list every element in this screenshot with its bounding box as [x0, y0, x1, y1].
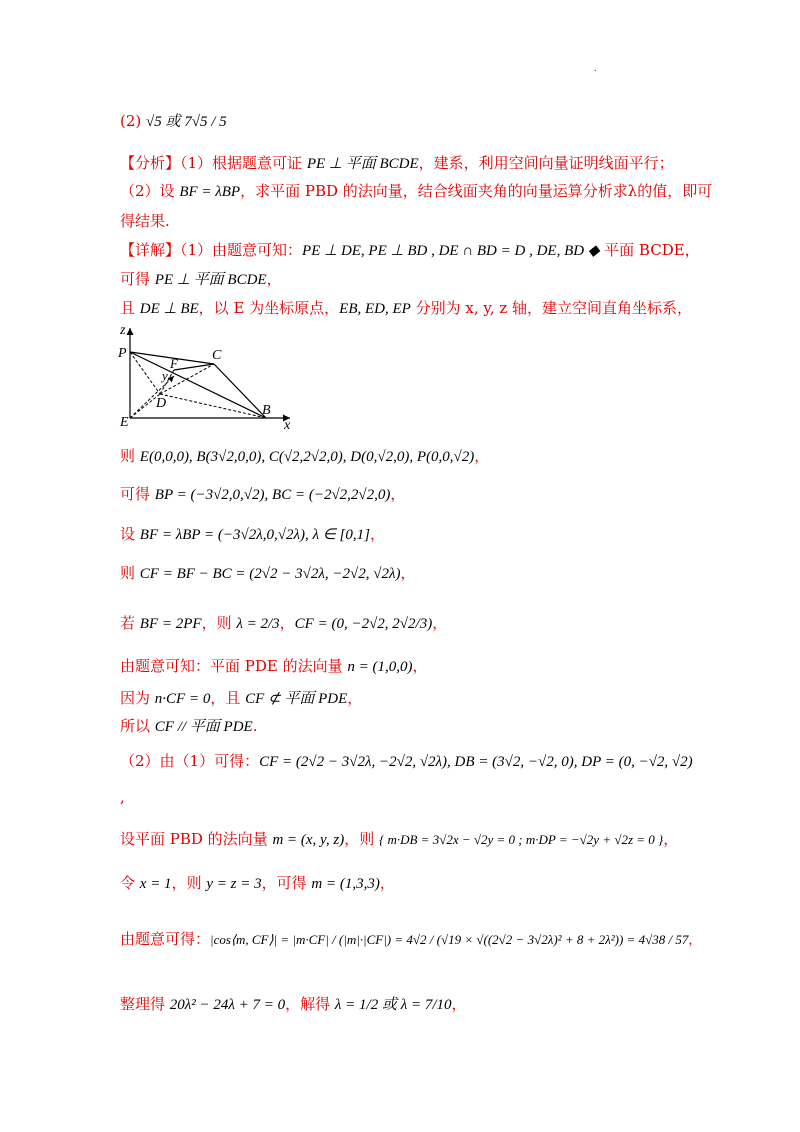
answer-part2 — [120, 110, 227, 133]
detail-math-2: λ = 2/3 — [236, 616, 280, 632]
detail-text-2: 平面 BCDE， — [599, 241, 700, 259]
part2-line-3 — [120, 828, 678, 851]
edge-DB — [160, 394, 266, 418]
detail-text-4: ， — [432, 614, 448, 632]
detail-text-3: ， — [279, 614, 295, 632]
detail-line-8 — [120, 612, 447, 635]
part2-text-4: ， — [379, 874, 395, 892]
part2-text: （2）由（1）可得： — [120, 752, 260, 770]
detail-math: n = (1,0,0) — [347, 659, 413, 675]
analysis-line-2 — [120, 180, 712, 203]
detail-line-10 — [120, 687, 362, 710]
detail-math: BF = 2PF — [139, 616, 202, 632]
detail-line-5 — [120, 483, 405, 506]
label-B: B — [262, 403, 271, 418]
part2-line-4 — [120, 872, 395, 895]
part2-math: 20λ² − 24λ + 7 = 0 — [169, 997, 286, 1013]
detail-math: BP = (−3√2,0,√2), BC = (−2√2,2√2,0) — [154, 487, 391, 503]
detail-text: 可得 — [120, 270, 155, 288]
part2-text: 令 — [120, 874, 140, 892]
detail-line-11 — [120, 715, 257, 738]
detail-math: PE ⊥ 平面 BCDE — [154, 272, 267, 288]
detail-math: BF = λBP = (−3√2λ,0,√2λ), λ ∈ [0,1] — [139, 527, 370, 543]
detail-math: E(0,0,0), B(3√2,0,0), C(√2,2√2,0), D(0,√2,0), P(0,0,√2) — [139, 449, 475, 465]
detail-math: DE ⊥ BE — [139, 301, 199, 317]
part2-line-2 — [120, 786, 125, 808]
label-y: y — [162, 368, 168, 383]
part2-math: x = 1 — [139, 876, 172, 892]
detail-line-6 — [120, 523, 385, 546]
part2-math-2: y = z = 3 — [206, 876, 262, 892]
part2-text-3: ， — [663, 830, 679, 848]
detail-math: CF = BF − BC = (2√2 − 3√2λ, −2√2, √2λ) — [139, 566, 401, 582]
label-C: C — [212, 348, 222, 363]
part2-text: 设平面 PBD 的法向量 — [120, 830, 273, 848]
detail-math-2: EB, ED, EP — [339, 301, 411, 317]
detail-line-9 — [120, 655, 428, 678]
part2-text-2: ， — [688, 933, 702, 948]
part2-text: , — [120, 788, 125, 806]
detail-math-2: CF ⊄ 平面 PDE — [245, 691, 348, 707]
part2-text: 整理得 — [120, 995, 170, 1013]
label-P: P — [118, 346, 127, 361]
part2-text: 由题意可得： — [120, 930, 211, 948]
analysis-math: BF = λBP — [179, 184, 241, 200]
detail-math: PE ⊥ DE, PE ⊥ BD , DE ∩ BD = D , DE, BD ◆ — [302, 243, 600, 259]
analysis-text-2: ，建系，利用空间向量证明线面平行； — [418, 154, 674, 172]
label-D: D — [156, 396, 167, 411]
label-E: E — [120, 415, 129, 430]
part2-math-3: m = (1,3,3) — [311, 876, 380, 892]
detail-math-3: CF = (0, −2√2, 2√2/3) — [294, 616, 433, 632]
detail-text: 因为 — [120, 689, 155, 707]
analysis-line-3 — [120, 210, 170, 232]
detail-text-2: ， — [266, 270, 282, 288]
detail-text-3: ， — [347, 689, 363, 707]
detail-text: 若 — [120, 614, 140, 632]
label-z: z — [120, 323, 126, 338]
detail-text: 【详解】（1）由题意可知： — [120, 241, 303, 259]
edge-PD — [130, 352, 160, 394]
edge-CB — [214, 364, 266, 418]
detail-text: 所以 — [120, 717, 155, 735]
part2-line-6 — [120, 993, 467, 1016]
part2-math: m = (x, y, z) — [272, 832, 345, 848]
detail-line-2 — [120, 268, 282, 291]
analysis-text: 【分析】（1）根据题意可证 — [120, 154, 307, 172]
detail-text-2: ，则 — [201, 614, 237, 632]
part2-text-2: ，则 — [344, 830, 380, 848]
detail-text-2: . — [252, 717, 258, 735]
detail-text-2: ，且 — [210, 689, 246, 707]
detail-text: 设 — [120, 525, 140, 543]
detail-text: 且 — [120, 299, 140, 317]
label-F: F — [170, 356, 178, 371]
corner-mark: . — [594, 64, 597, 73]
part2-math: CF = (2√2 − 3√2λ, −2√2, √2λ), DB = (3√2, −√2, 0), DP = (0, −√2, √2) — [259, 754, 693, 770]
part2-text-3: ， — [451, 995, 467, 1013]
detail-text-2: ， — [390, 485, 406, 503]
part2-line-1 — [120, 750, 693, 773]
part2-text-2: ，则 — [171, 874, 207, 892]
detail-text: 则 — [120, 447, 140, 465]
analysis-text-2: ，求平面 PBD 的法向量，结合线面夹角的向量运算分析求λ的值，即可 — [240, 182, 713, 200]
part2-math-2: { m·DB = 3√2x − √2y = 0 ; m·DP = −√2y + √2z = 0 } — [379, 832, 664, 847]
answer-label: (2) — [120, 112, 147, 130]
detail-line-4 — [120, 445, 489, 468]
analysis-text: 得结果. — [120, 212, 170, 230]
answer-value: √5 或 7√5 / 5 — [146, 114, 227, 130]
detail-text-2: ， — [369, 525, 385, 543]
analysis-text: （2）设 — [120, 182, 180, 200]
part2-math-2: λ = 1/2 或 λ = 7/10 — [334, 997, 452, 1013]
detail-math: CF // 平面 PDE — [154, 719, 253, 735]
detail-text-2: ， — [412, 657, 428, 675]
detail-text-2: ， — [400, 564, 416, 582]
part2-math: |cos⟨m, CF⟩| = |m·CF| / (|m|·|CF|) = 4√2 / (√19 × √((2√2 − 3√2λ)² + 8 + 2λ²)) = 4√38 / 57 — [210, 932, 689, 947]
part2-text-2: ，解得 — [285, 995, 335, 1013]
detail-text-2: ，以 E 为坐标原点， — [198, 299, 340, 317]
detail-line-3 — [120, 297, 692, 320]
detail-line-7 — [120, 562, 415, 585]
detail-text: 则 — [120, 564, 140, 582]
detail-math: n·CF = 0 — [154, 691, 211, 707]
coordinate-figure — [118, 322, 298, 430]
detail-text: 可得 — [120, 485, 155, 503]
detail-text: 由题意可知：平面 PDE 的法向量 — [120, 657, 348, 675]
analysis-math: PE ⊥ 平面 BCDE — [306, 156, 419, 172]
part2-text-3: ，可得 — [261, 874, 312, 892]
detail-text-3: 分别为 x, y, z 轴，建立空间直角坐标系， — [410, 299, 693, 317]
analysis-line-1 — [120, 152, 674, 175]
part2-line-5 — [120, 928, 701, 952]
label-x: x — [284, 418, 291, 430]
detail-text-2: ， — [474, 447, 490, 465]
detail-line-1 — [120, 239, 700, 262]
figure-svg — [118, 322, 298, 430]
